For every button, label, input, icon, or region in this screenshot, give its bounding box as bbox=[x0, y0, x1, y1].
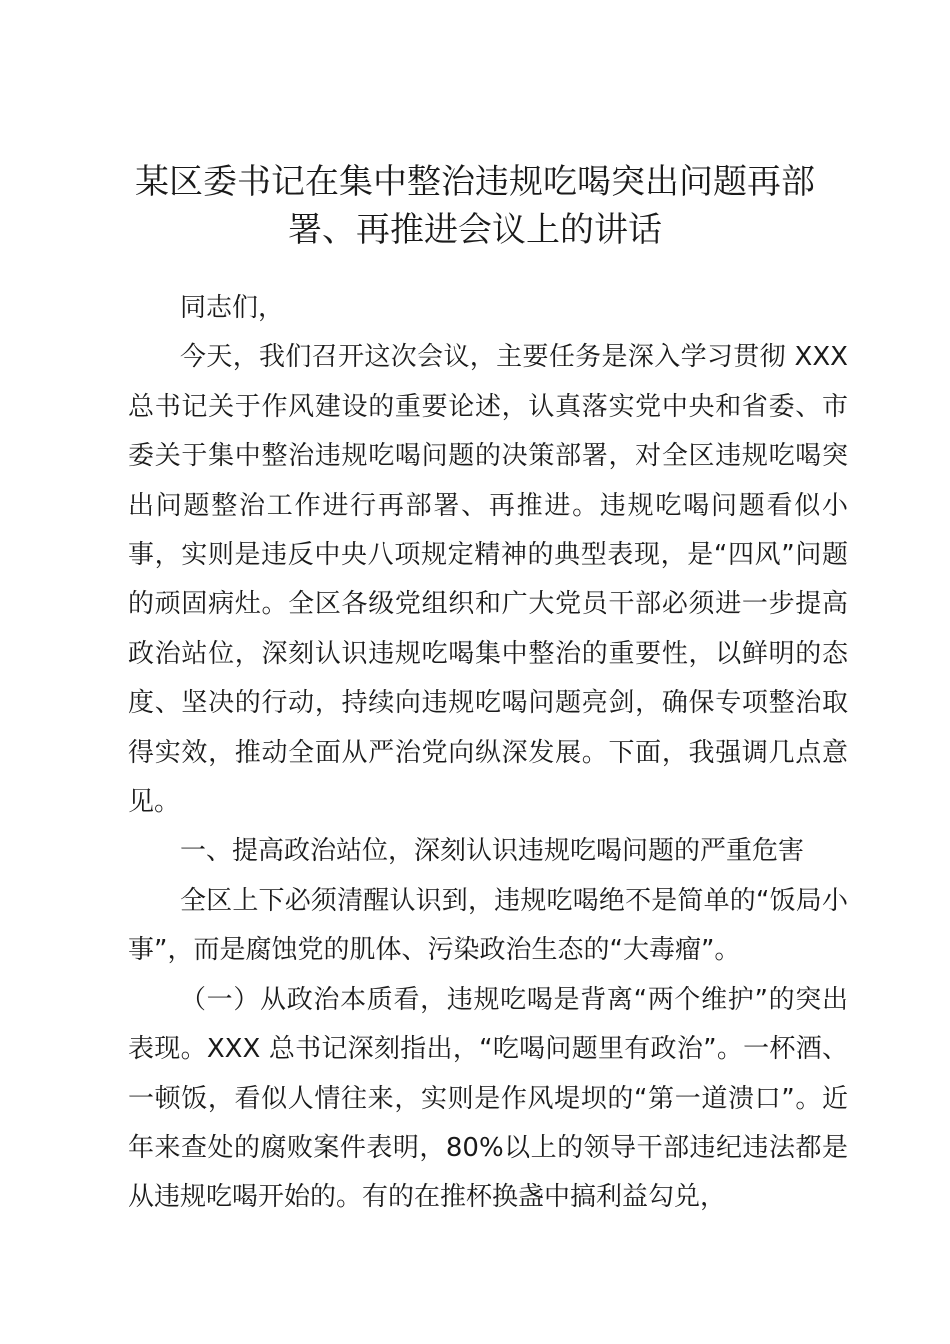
document-title: 某区委书记在集中整治违规吃喝突出问题再部署、再推进会议上的讲话 bbox=[135, 162, 815, 250]
document-body bbox=[128, 284, 848, 1223]
section-heading-1: 一、提高政治站位，深刻认识违规吃喝问题的严重危害 bbox=[180, 836, 805, 867]
salutation-paragraph: 同志们， bbox=[180, 293, 285, 323]
intro-paragraph: 今天，我们召开这次会议，主要任务是深入学习贯彻 XXX 总书记关于作风建设的重要论述，认真落实党中央和省委、市委关于集中整治违规吃喝问题的决策部署，对全区违规吃喝突出问题整治工作进行再部署、再推进。违规吃喝问题看似小事，实则是违反中央八项规定精神的典型表现，是“四风”问题的顽固病灶。全区各级党组织和广大党员干部必须进一步提高政治站位，深刻认识违规吃喝集中整治的重要性，以鲜明的态度、坚决的行动，持续向违规吃喝问题亮剑，确保专项整治取得实效，推动全面从严治党向纵深发展。下面，我强调几点意见。 bbox=[128, 342, 848, 818]
section-1-paragraph: 全区上下必须清醒认识到，违规吃喝绝不是简单的“饭局小事”，而是腐蚀党的肌体、污染政治生态的“大毒瘤”。 bbox=[128, 885, 848, 966]
subsection-1-paragraph: （一）从政治本质看，违规吃喝是背离“两个维护”的突出表现。XXX 总书记深刻指出，“吃喝问题里有政治”。一杯酒、一顿饭，看似人情往来，实则是作风堤坝的“第一道溃口”。近年来查处的腐败案件表明，80%以上的领导干部违纪违法都是从违规吃喝开始的。有的在推杯换盏中搞利益勾兑， bbox=[128, 984, 848, 1213]
